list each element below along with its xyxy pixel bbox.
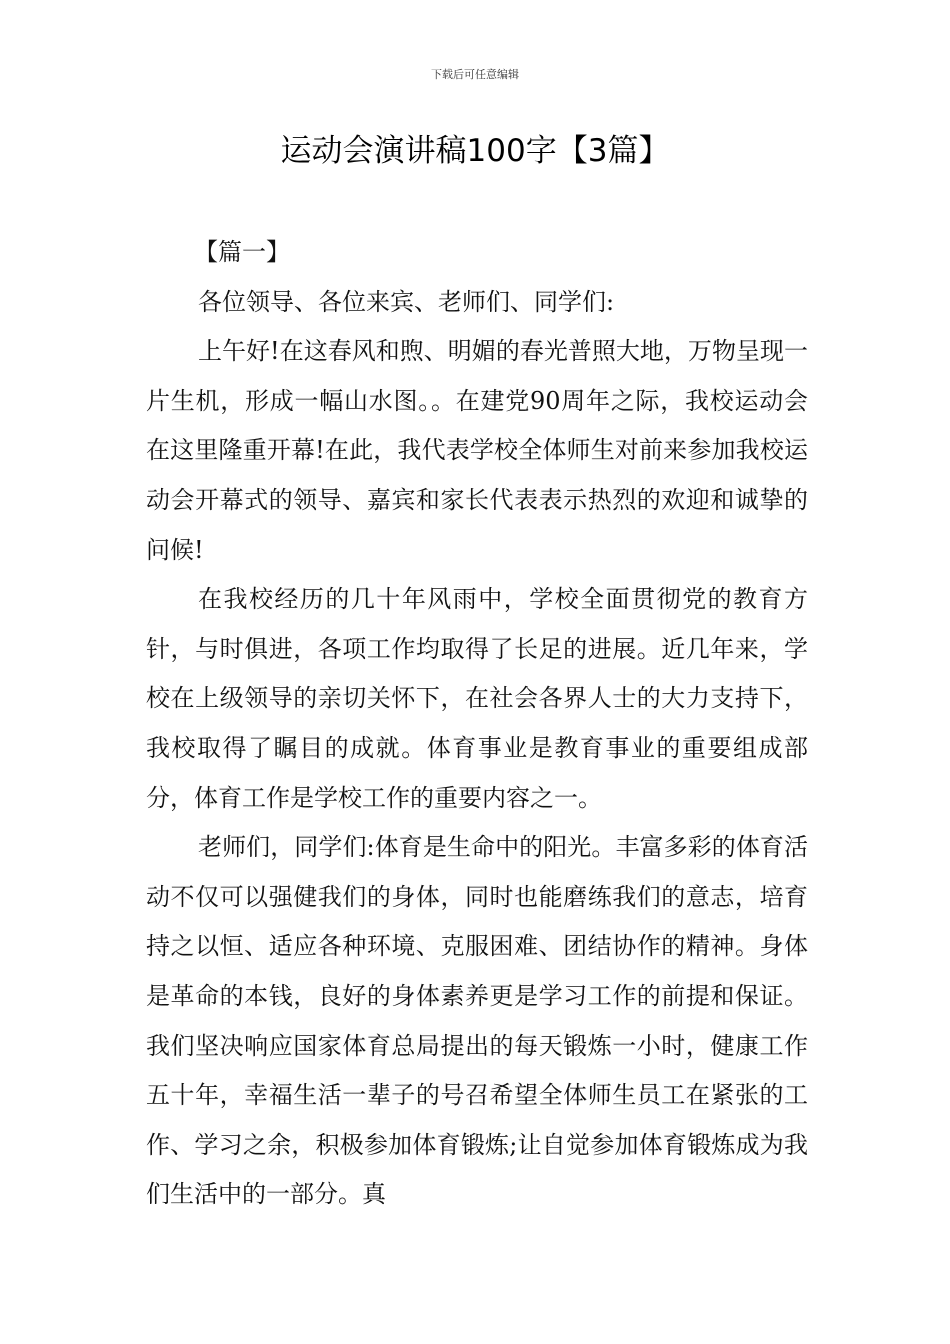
sports-importance-paragraph: 老师们，同学们:体育是生命中的阳光。丰富多彩的体育活动不仅可以强健我们的身体，同时也能磨练我们的意志，培育持之以恒、适应各种环境、克服困难、团结协作的精神。身体是革命的本钱，良好的身体素养更是学习工作的前提和保证。我们坚决响应国家体育总局提出的每天锻炼一小时，健康工作五十年，幸福生活一辈子的号召希望全体师生员工在紧张的工作、学习之余，积极参加体育锻炼;让自觉参加体育锻炼成为我们生活中的一部分。真: [146, 833, 808, 1209]
greeting-paragraph: 各位领导、各位来宾、老师们、同学们:: [198, 287, 615, 316]
document-body: [146, 228, 808, 1220]
school-achievements-paragraph: 在我校经历的几十年风雨中，学校全面贯彻党的教育方针，与时俱进，各项工作均取得了长足的进展。近几年来，学校在上级领导的亲切关怀下，在社会各界人士的大力支持下，我校取得了瞩目的成就。体育事业是教育事业的重要组成部分，体育工作是学校工作的重要内容之一。: [146, 585, 808, 812]
opening-paragraph: 上午好!在这春风和煦、明媚的春光普照大地，万物呈现一片生机，形成一幅山水图。。在建党90周年之际，我校运动会在这里隆重开幕!在此，我代表学校全体师生对前来参加我校运动会开幕式的领导、嘉宾和家长代表表示热烈的欢迎和诚挚的问候!: [146, 337, 808, 564]
section-label: 【篇一】: [194, 238, 290, 266]
download-note: 下载后可任意编辑: [431, 68, 519, 81]
document-title: 运动会演讲稿100字【3篇】: [280, 133, 670, 169]
